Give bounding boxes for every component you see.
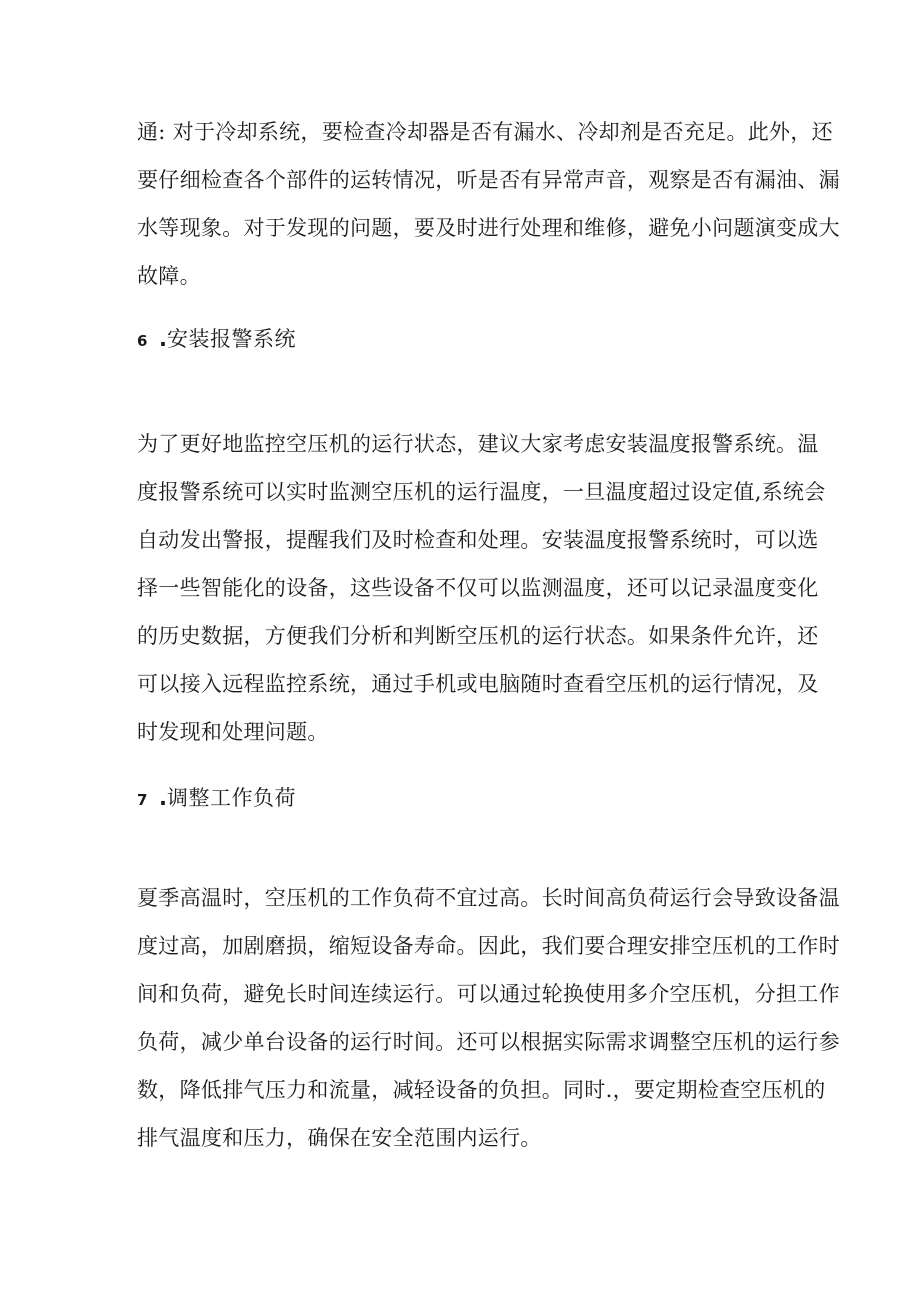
section-number: 6	[137, 332, 148, 350]
section-heading-7	[137, 783, 296, 815]
paragraph-line: 度过高，加剧磨损，缩短设备寿命。因此，我们要合理安排空压机的工作时	[137, 934, 840, 958]
section-dot: .	[159, 786, 167, 810]
paragraph-line: 可以接入远程监控系统，通过手机或电脑随时查看空压机的运行情况，及	[137, 672, 819, 696]
section-heading-6	[137, 324, 296, 356]
paragraph-cooling-inspection	[137, 108, 840, 300]
paragraph-line: 的历史数据，方便我们分析和判断空压机的运行状态。如果条件允许，还	[137, 624, 819, 648]
paragraph-line: 水等现象。对于发现的问题，要及时进行处理和维修，避免小问题演变成大	[137, 216, 840, 240]
paragraph-workload	[137, 874, 840, 1162]
section-title: 安装报警系统	[166, 327, 296, 351]
paragraph-line: 间和负荷，避免长时间连续运行。可以通过轮换使用多介空压机，分担工作	[137, 982, 840, 1006]
paragraph-alarm-system	[137, 420, 826, 756]
section-title: 调整工作负荷	[166, 786, 296, 810]
paragraph-line: 为了更好地监控空压机的运行状态，建议大家考虑安装温度报警系统。温	[137, 432, 819, 456]
paragraph-line: 数，降低排气压力和流量，减轻设备的负担。同时.，要定期检查空压机的	[137, 1078, 826, 1102]
paragraph-line: 要仔细检查各个部件的运转情况，听是否有异常声音，观察是否有漏油、漏	[137, 168, 840, 192]
section-dot: .	[159, 327, 167, 351]
paragraph-line: 通: 对于冷却系统，要检查冷却器是否有漏水、冷却剂是否充足。此外，还	[137, 120, 833, 144]
paragraph-line: 度报警系统可以实时监测空压机的运行温度，一旦温度超过设定值,系统会	[137, 480, 826, 504]
paragraph-line: 故障。	[137, 264, 201, 288]
paragraph-line: 自动发出警报，提醒我们及时检查和处理。安装温度报警系统时，可以选	[137, 528, 819, 552]
paragraph-line: 时发现和处理问题。	[137, 720, 329, 744]
section-number: 7	[137, 791, 148, 809]
paragraph-line: 排气温度和压力，确保在安全范围内运行。	[137, 1126, 542, 1150]
paragraph-line: 夏季高温时，空压机的工作负荷不宜过高。长时间高负荷运行会导致设备温	[137, 886, 840, 910]
paragraph-line: 择一些智能化的设备，这些设备不仅可以监测温度，还可以记录温度变化	[137, 576, 819, 600]
paragraph-line: 负荷，减少单台设备的运行时间。还可以根据实际需求调整空压机的运行参	[137, 1030, 840, 1054]
